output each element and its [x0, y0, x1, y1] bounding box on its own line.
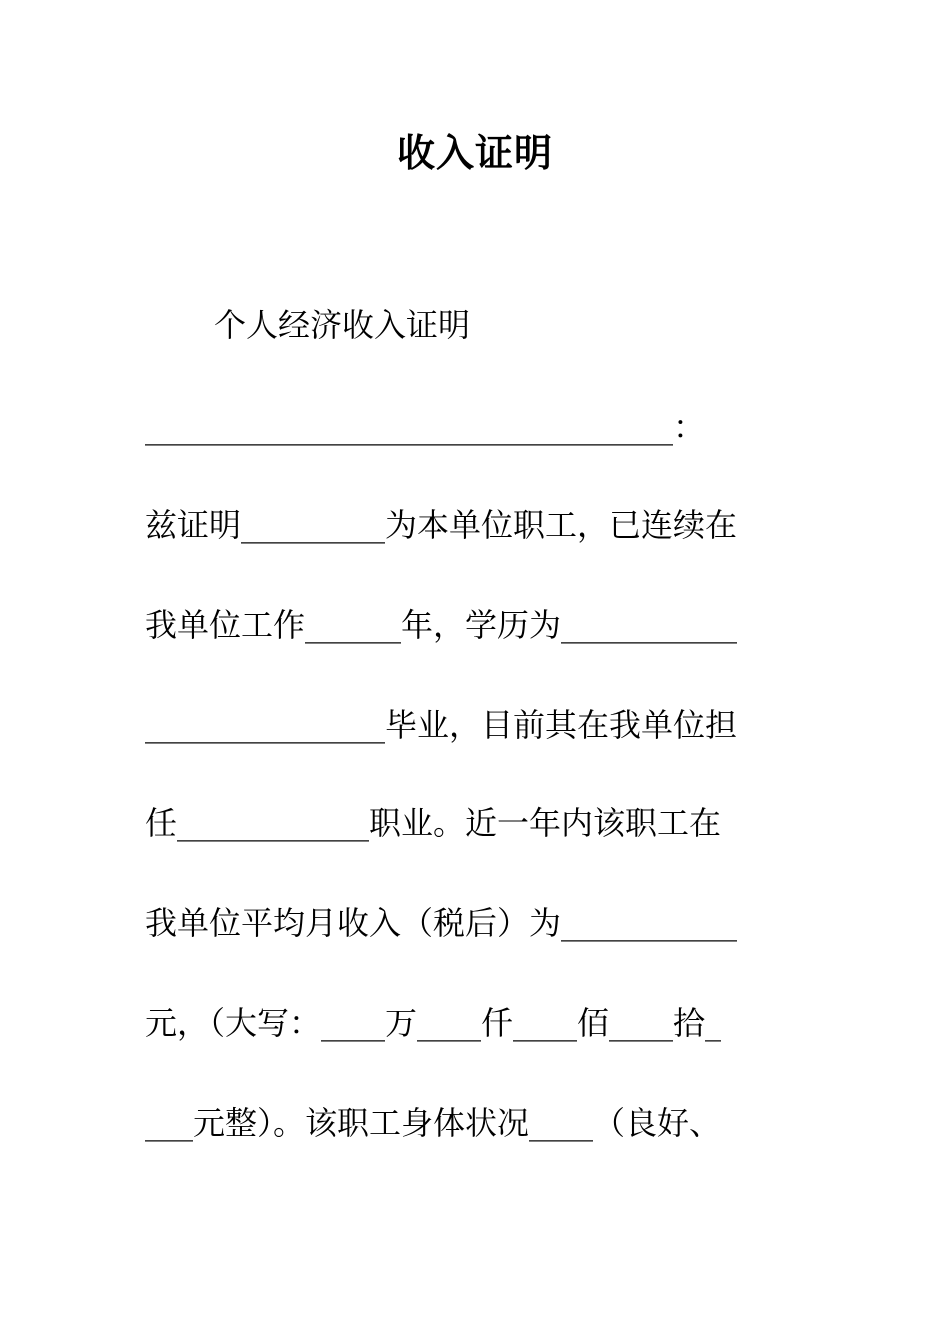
body-line: 我单位工作______年，学历为___________	[145, 606, 738, 644]
document-title: 收入证明	[396, 130, 553, 175]
body-line: _______________毕业，目前其在我单位担	[145, 706, 738, 744]
body-line: ___元整）。该职工身体状况____（良好、	[145, 1104, 722, 1142]
body-line: 我单位平均月收入（税后）为___________	[145, 904, 738, 942]
body-line: 元，（大写：____万____仟____佰____拾_	[145, 1004, 722, 1042]
body-line: 任____________职业。近一年内该职工在	[145, 804, 722, 842]
body-line: 兹证明_________为本单位职工，已连续在	[145, 506, 738, 544]
addressee-line: _________________________________：	[145, 408, 706, 446]
document-subtitle: 个人经济收入证明	[214, 306, 471, 344]
